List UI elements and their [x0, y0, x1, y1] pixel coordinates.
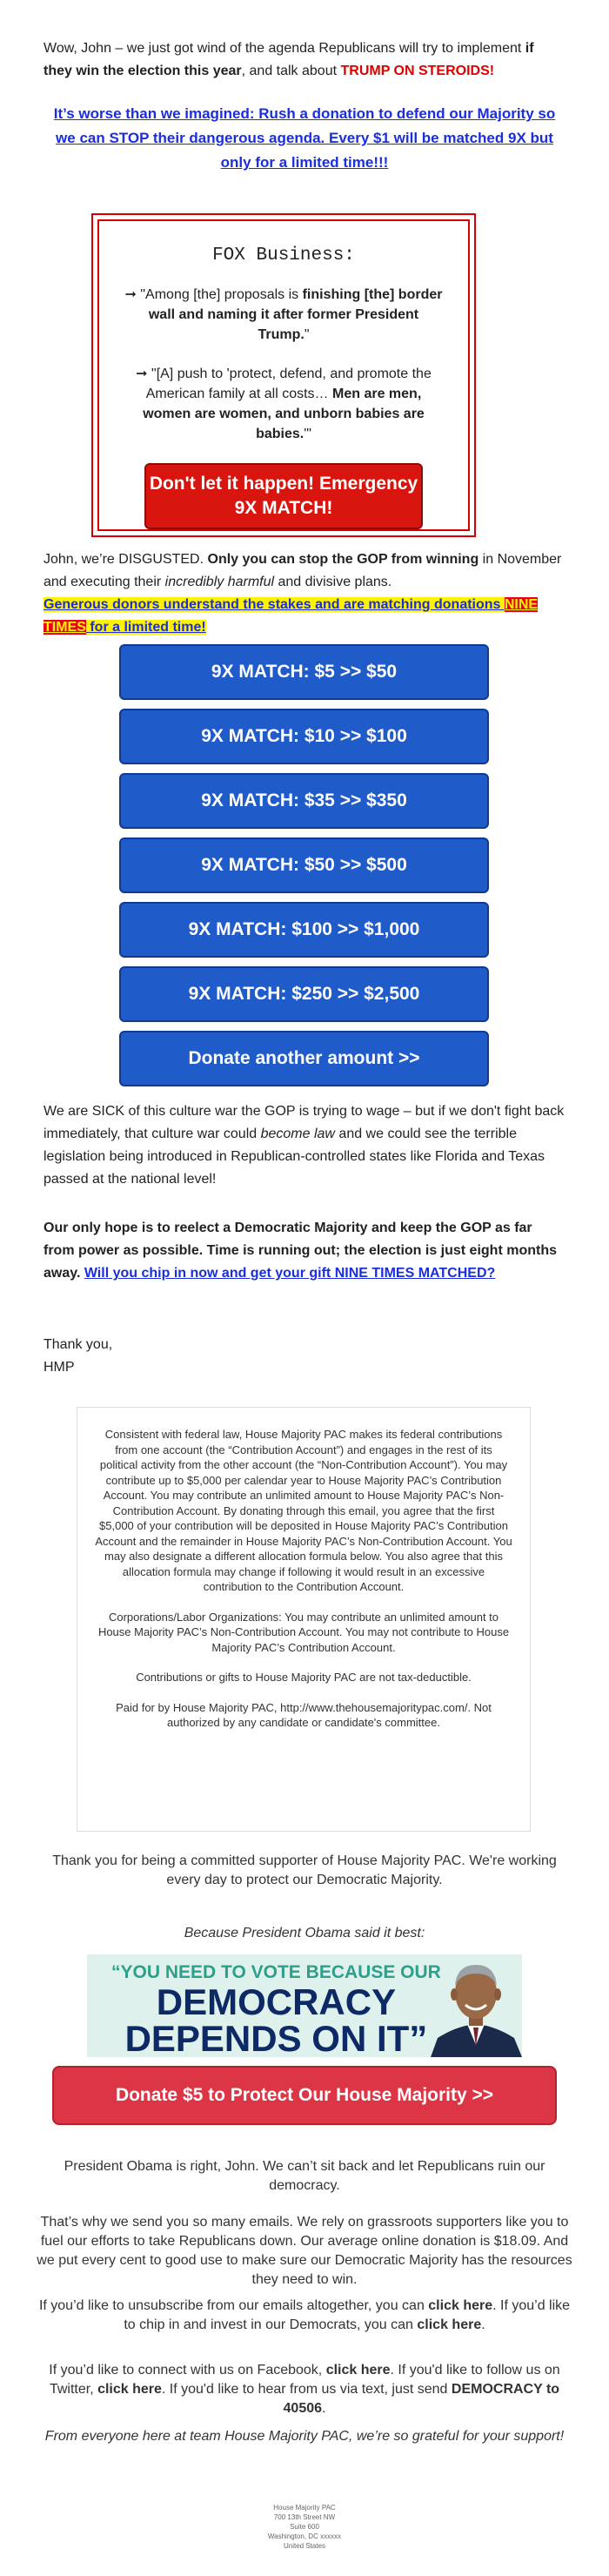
obama-right-paragraph: President Obama is right, John. We can’t sit back and let Republicans ruin our democracy. [64, 2159, 545, 2193]
culture-war-paragraph: We are SICK of this culture war the GOP is trying to wage – but if we don't fight back immediately, that culture war could become law and we could see the terrible legislation being introduced in Republican-controlled states like Florida and Texas passed at the national level! [44, 1104, 565, 1187]
banner-quote-line-3: DEPENDS ON IT” [124, 2018, 428, 2057]
fox-quote-box [91, 213, 476, 537]
invest-link[interactable]: click here [417, 2317, 482, 2332]
obama-intro: Because President Obama said it best: [184, 1926, 425, 1940]
protect-majority-button[interactable]: Donate $5 to Protect Our House Majority >> [52, 2066, 557, 2125]
banner-quote-line-2: DEMOCRACY [156, 1981, 397, 2022]
intro-section [44, 0, 566, 175]
fox-quote-2: ➞ "[A] push to 'protect, defend, and promote the American family at all costs… Men are men, women are women, and unborn babies are babies.'" [136, 367, 432, 441]
banner-quote-line-1: “YOU NEED TO VOTE BECAUSE OUR [111, 1962, 441, 1982]
hope-paragraph: Our only hope is to reelect a Democratic Majority and keep the GOP as far from power as possible. Time is running out; the election is just eight months away. Will you chip in now and get your gift NINE TIMES MATCHED? [44, 1221, 557, 1281]
donate-button-100[interactable]: 9X MATCH: $100 >> $1,000 [119, 902, 489, 958]
fox-title: FOX Business: [212, 245, 355, 266]
facebook-link[interactable]: click here [325, 2363, 391, 2378]
disclaimer-tax: Contributions or gifts to House Majority PAC are not tax-deductible. [136, 1671, 472, 1684]
mailing-address: House Majority PAC 700 13th Street NW Suite 600 Washington, DC xxxxxx United States [267, 2504, 342, 2550]
obama-portrait [431, 1954, 522, 2057]
disclaimer-contribution: Consistent with federal law, House Majority PAC makes its federal contributions from one account (the “Contribution Account”) and engages in the rest of its political activity from the other account (the “Non-Contribution Account”). You may contribute up to $5,000 per calendar year to House Majority PAC’s Contribution Account. You may contribute an unlimited amount to House Majority PAC’s Non-Contribution Account. By donating through this email, you agree that the first $5,000 of your contribution will be deposited in House Majority PAC’s Contribution Account and the remainder in House Majority PAC’s Non-Contribution Account. You may also designate a different allocation formula below. You also agree that this allocation formula may change if following it would result in an excessive contribution to the Contribution Account. [95, 1428, 512, 1593]
supporter-thanks: Thank you for being a committed supporter of House Majority PAC. We're working every day to protect our Democratic Majority. [52, 1853, 557, 1887]
intro-paragraph: Wow, John – we just got wind of the agenda Republicans will try to implement if they win the election this year, and talk about TRUMP ON STEROIDS! [44, 41, 534, 78]
disgusted-paragraph: John, we’re DISGUSTED. Only you can stop the GOP from winning in November and executing their incredibly harmful and divisive plans. Generous donors understand the stakes and are matching donations NINE TIMES for a limited time! [44, 552, 562, 635]
headline-donate-link[interactable]: It’s worse than we imagined: Rush a donation to defend our Majority so we can STOP their dangerous agenda. Every $1 will be matched 9X but only for a limited time!!! [53, 105, 556, 171]
disclaimer-corporations: Corporations/Labor Organizations: You may contribute an unlimited amount to House Majority PAC’s Non-Contribution Account. You may not contribute to House Majority PAC’s Contribution Account. [97, 1610, 510, 1654]
matching-link[interactable]: Generous donors understand the stakes and are matching donations NINE TIMES for a limited time! [44, 597, 539, 635]
obama-quote-banner [87, 1954, 522, 2057]
emergency-match-button[interactable]: Don't let it happen! Emergency 9X MATCH! [144, 463, 423, 529]
donate-other-amount-button[interactable]: Donate another amount >> [119, 1031, 489, 1086]
legal-disclaimer [77, 1407, 531, 1832]
donate-button-35[interactable]: 9X MATCH: $35 >> $350 [119, 773, 489, 829]
donate-button-10[interactable]: 9X MATCH: $10 >> $100 [119, 709, 489, 764]
unsubscribe-link[interactable]: click here [428, 2298, 493, 2313]
donate-button-250[interactable]: 9X MATCH: $250 >> $2,500 [119, 966, 489, 1022]
emails-paragraph: That’s why we send you so many emails. We rely on grassroots supporters like you to fuel our efforts to take Republicans down. Our average online donation is $18.09. And we put every cent to good use to make sure our Democratic Majority has the resources they need to win. [37, 2215, 572, 2287]
chip-in-link[interactable]: Will you chip in now and get your gift NINE TIMES MATCHED? [84, 1266, 496, 1281]
headline-paragraph [44, 102, 566, 175]
disclaimer-paid-for: Paid for by House Majority PAC, http://www.thehousemajoritypac.com/. Not authorized by any candidate or candidate's committee. [116, 1700, 492, 1729]
twitter-link[interactable]: click here [97, 2382, 162, 2397]
fox-quote-1: ➞ "Among [the] proposals is finishing [the] border wall and naming it after former President Trump." [124, 287, 443, 342]
donate-button-5[interactable]: 9X MATCH: $5 >> $50 [119, 644, 489, 700]
donate-button-50[interactable]: 9X MATCH: $50 >> $500 [119, 837, 489, 893]
connect-paragraph: If you’d like to connect with us on Facebook, click here. If you'd like to follow us on Twitter, click here. If you'd like to hear from us via text, just send DEMOCRACY to 40506. [49, 2363, 560, 2416]
unsubscribe-paragraph: If you’d like to unsubscribe from our emails altogether, you can click here. If you’d like to chip in and invest in our Democrats, you can click here. [38, 2298, 571, 2332]
grateful-paragraph: From everyone here at team House Majority PAC, we’re so grateful for your support! [44, 2429, 565, 2444]
signoff: Thank you, HMP [44, 1337, 113, 1375]
